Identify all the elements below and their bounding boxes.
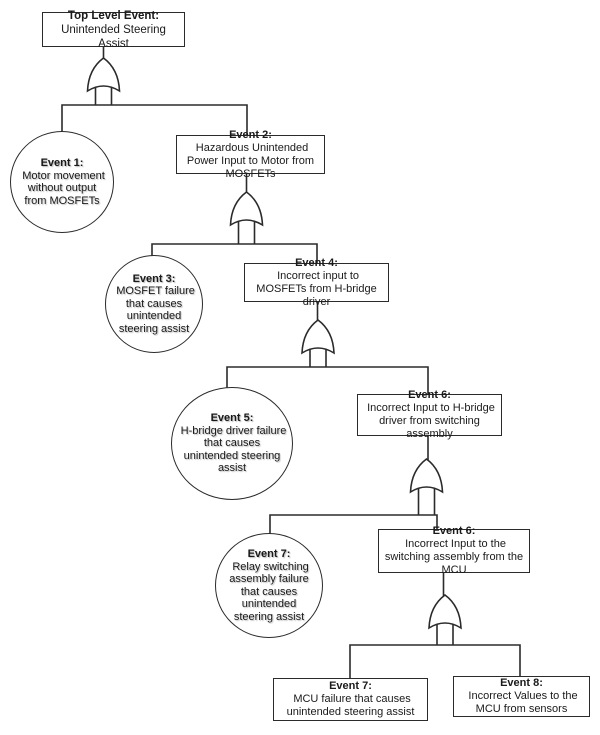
- event-label-text: Unintended Steering Assist: [61, 23, 169, 50]
- event-box-2: [176, 128, 325, 180]
- event-label-bold: Event 8:: [500, 677, 543, 689]
- or-gate-icon: [231, 192, 263, 225]
- event-label-bold: Event 3:: [132, 272, 176, 285]
- event-label-bold: Event 6:: [408, 389, 451, 401]
- event-label-text: Motor movement without output from MOSFETs: [19, 169, 108, 207]
- event-label-bold: Event 4:: [295, 256, 338, 269]
- event-label-text: Relay switching assembly failure that causes unintended steering assist: [229, 560, 312, 623]
- event-label-text: Incorrect input to MOSFETs from H-bridge driver: [256, 269, 380, 308]
- event-box-6-lower: [378, 525, 530, 576]
- event-label-bold: Event 6:: [432, 525, 476, 537]
- event-label-text: Incorrect Values to the MCU from sensors: [465, 690, 581, 715]
- event-label-bold: Top Level Event:: [67, 9, 160, 22]
- event-label-text: Incorrect Input to the switching assembly from the MCU: [384, 538, 527, 576]
- event-label-text: MCU failure that causes unintended steering assist: [286, 693, 415, 718]
- event-box-8: [453, 676, 590, 717]
- event-label-text: Hazardous Unintended Power Input to Motor from MOSFETs: [186, 141, 318, 180]
- or-gate-icon: [88, 58, 120, 91]
- or-gate-icon: [302, 320, 334, 353]
- or-gate-icon: [411, 459, 443, 492]
- event-label-text: MOSFET failure that causes unintended steering assist: [113, 285, 198, 335]
- event-circle-7: [215, 533, 323, 638]
- event-label-text: H-bridge driver failure that causes unintended steering assist: [177, 424, 290, 475]
- event-circle-5: [171, 387, 293, 500]
- event-label-bold: Event 1:: [40, 157, 84, 169]
- event-box-6-upper: [357, 389, 502, 440]
- or-gate-icon: [429, 595, 461, 628]
- event-label-text: Incorrect Input to H-bridge driver from switching assembly: [364, 402, 498, 440]
- event-circle-3: [105, 255, 203, 353]
- event-box-top-level: [42, 9, 185, 50]
- event-box-4: [244, 256, 389, 308]
- event-circle-1: [10, 131, 114, 233]
- event-label-bold: Event 7:: [329, 680, 372, 692]
- event-box-7-mcu: [273, 678, 428, 721]
- event-label-bold: Event 2:: [229, 128, 272, 141]
- event-label-bold: Event 7:: [247, 548, 291, 560]
- event-label-bold: Event 5:: [210, 412, 254, 425]
